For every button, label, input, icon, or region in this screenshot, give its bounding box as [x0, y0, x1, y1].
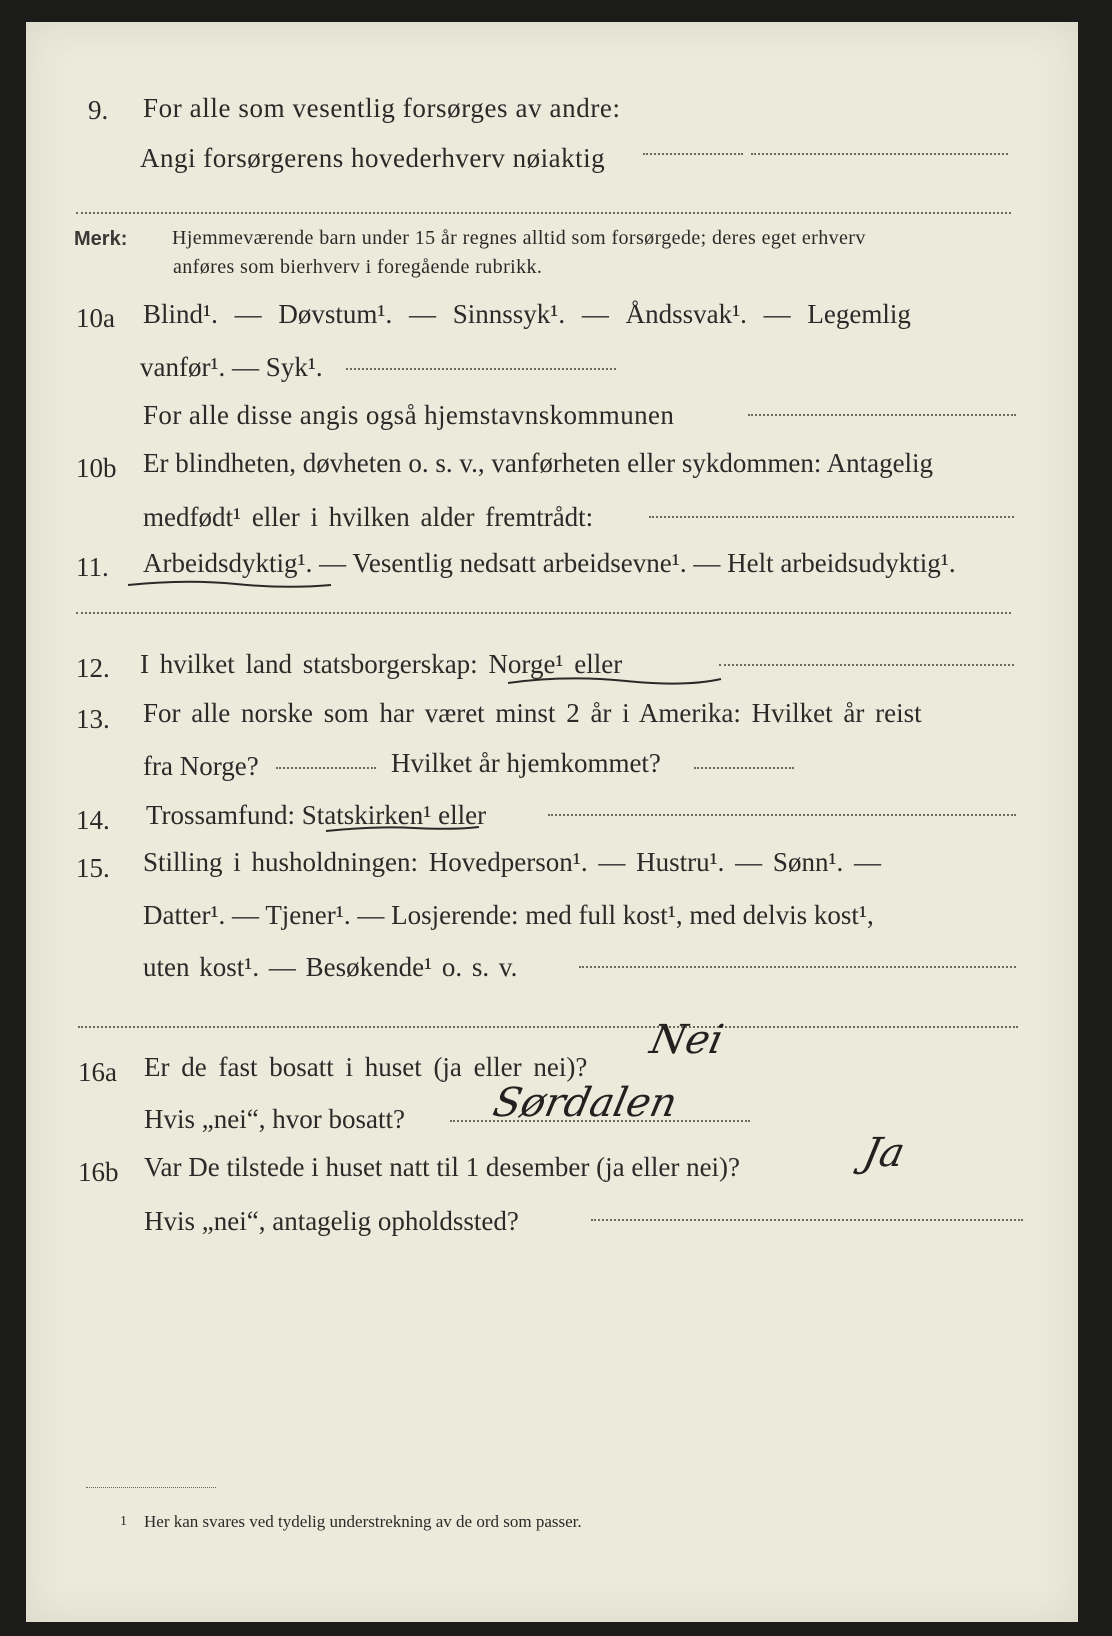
section-divider-1 [76, 212, 1011, 214]
footnote-divider [86, 1487, 216, 1488]
q14-answer-line [548, 814, 1016, 816]
q10b-answer-line [649, 516, 1014, 518]
q16a-line1: Er de fast bosatt i huset (ja eller nei)? [144, 1052, 588, 1082]
q14-handwritten-underline [324, 822, 484, 836]
q13-line2b: Hvilket år hjemkommet? [391, 748, 661, 778]
q16a-line2: Hvis „nei“, hvor bosatt? [144, 1104, 405, 1134]
q10b-line1: Er blindheten, døvheten o. s. v., vanførheten eller sykdommen: Antagelig [143, 448, 934, 478]
q12-answer-line [719, 664, 1014, 666]
footnote-mark: 1 [120, 1514, 127, 1529]
merk-label: Merk: [74, 228, 128, 250]
q12-handwritten-underline [506, 673, 726, 689]
section-divider-3 [78, 1026, 1018, 1028]
q12-line1: I hvilket land statsborgerskap: Norge¹ eller [140, 649, 623, 679]
q16b-line1: Var De tilstede i huset natt til 1 desember (ja eller nei)? [144, 1152, 741, 1182]
q14-number: 14. [76, 805, 110, 835]
q9-line2: Angi forsørgerens hovederhverv nøiaktig [140, 143, 606, 173]
q10a-line2: vanfør¹. — Syk¹. [140, 352, 323, 382]
merk-line2: anføres som bierhverv i foregående rubrikk. [173, 256, 543, 278]
q16a-residence-answer: Sørdalen [489, 1080, 682, 1126]
q15-line3: uten kost¹. — Besøkende¹ o. s. v. [143, 952, 518, 982]
q9-line1: For alle som vesentlig forsørges av andre: [143, 93, 621, 123]
q15-line1: Stilling i husholdningen: Hovedperson¹. — Hustru¹. — Sønn¹. — [143, 847, 882, 877]
q14-line1: Trossamfund: Statskirken¹ eller [146, 800, 487, 830]
q10b-number: 10b [76, 453, 117, 483]
q16b-number: 16b [78, 1157, 119, 1187]
q9-answer-line [643, 153, 743, 155]
q11-line1: Arbeidsdyktig¹. — Vesentlig nedsatt arbeidsevne¹. — Helt arbeidsudyktig¹. [143, 548, 956, 578]
q13-line1: For alle norske som har været minst 2 år i Amerika: Hvilket år reist [143, 698, 922, 728]
q9-number: 9. [88, 95, 109, 125]
q10a-line1: Blind¹. — Døvstum¹. — Sinnssyk¹. — Åndssvak¹. — Legemlig [143, 299, 911, 329]
q10a-municipality-line [748, 414, 1016, 416]
q13-number: 13. [76, 704, 110, 734]
q9-answer-line-2 [751, 153, 1008, 155]
q13-return-line [694, 767, 794, 769]
q16b-handwritten-answer: Ja [859, 1130, 909, 1176]
census-form-page [26, 22, 1078, 1622]
section-divider-2 [76, 612, 1011, 614]
q16b-line2: Hvis „nei“, antagelig opholdssted? [144, 1206, 519, 1236]
merk-line1: Hjemmeværende barn under 15 år regnes alltid som forsørgede; deres eget erhverv [172, 227, 866, 249]
q15-line2: Datter¹. — Tjener¹. — Losjerende: med full kost¹, med delvis kost¹, [143, 900, 874, 930]
q16b-location-line [591, 1219, 1023, 1221]
q11-handwritten-underline [126, 577, 336, 593]
q13-line2a: fra Norge? [143, 751, 259, 781]
q15-answer-line [579, 966, 1016, 968]
q16a-handwritten-answer: Nei [646, 1017, 728, 1063]
q13-departure-line [276, 767, 376, 769]
q10b-line2: medfødt¹ eller i hvilken alder fremtrådt: [143, 502, 594, 532]
footnote-text: Her kan svares ved tydelig understrekning av de ord som passer. [144, 1512, 582, 1531]
q10a-sick-line [346, 368, 616, 370]
q10a-number: 10a [76, 303, 115, 333]
q12-number: 12. [76, 653, 110, 683]
q15-number: 15. [76, 853, 110, 883]
q10a-line3: For alle disse angis også hjemstavnskommunen [143, 400, 675, 430]
q16a-number: 16a [78, 1057, 117, 1087]
q11-number: 11. [76, 552, 109, 582]
q16a-residence-line [450, 1120, 750, 1122]
